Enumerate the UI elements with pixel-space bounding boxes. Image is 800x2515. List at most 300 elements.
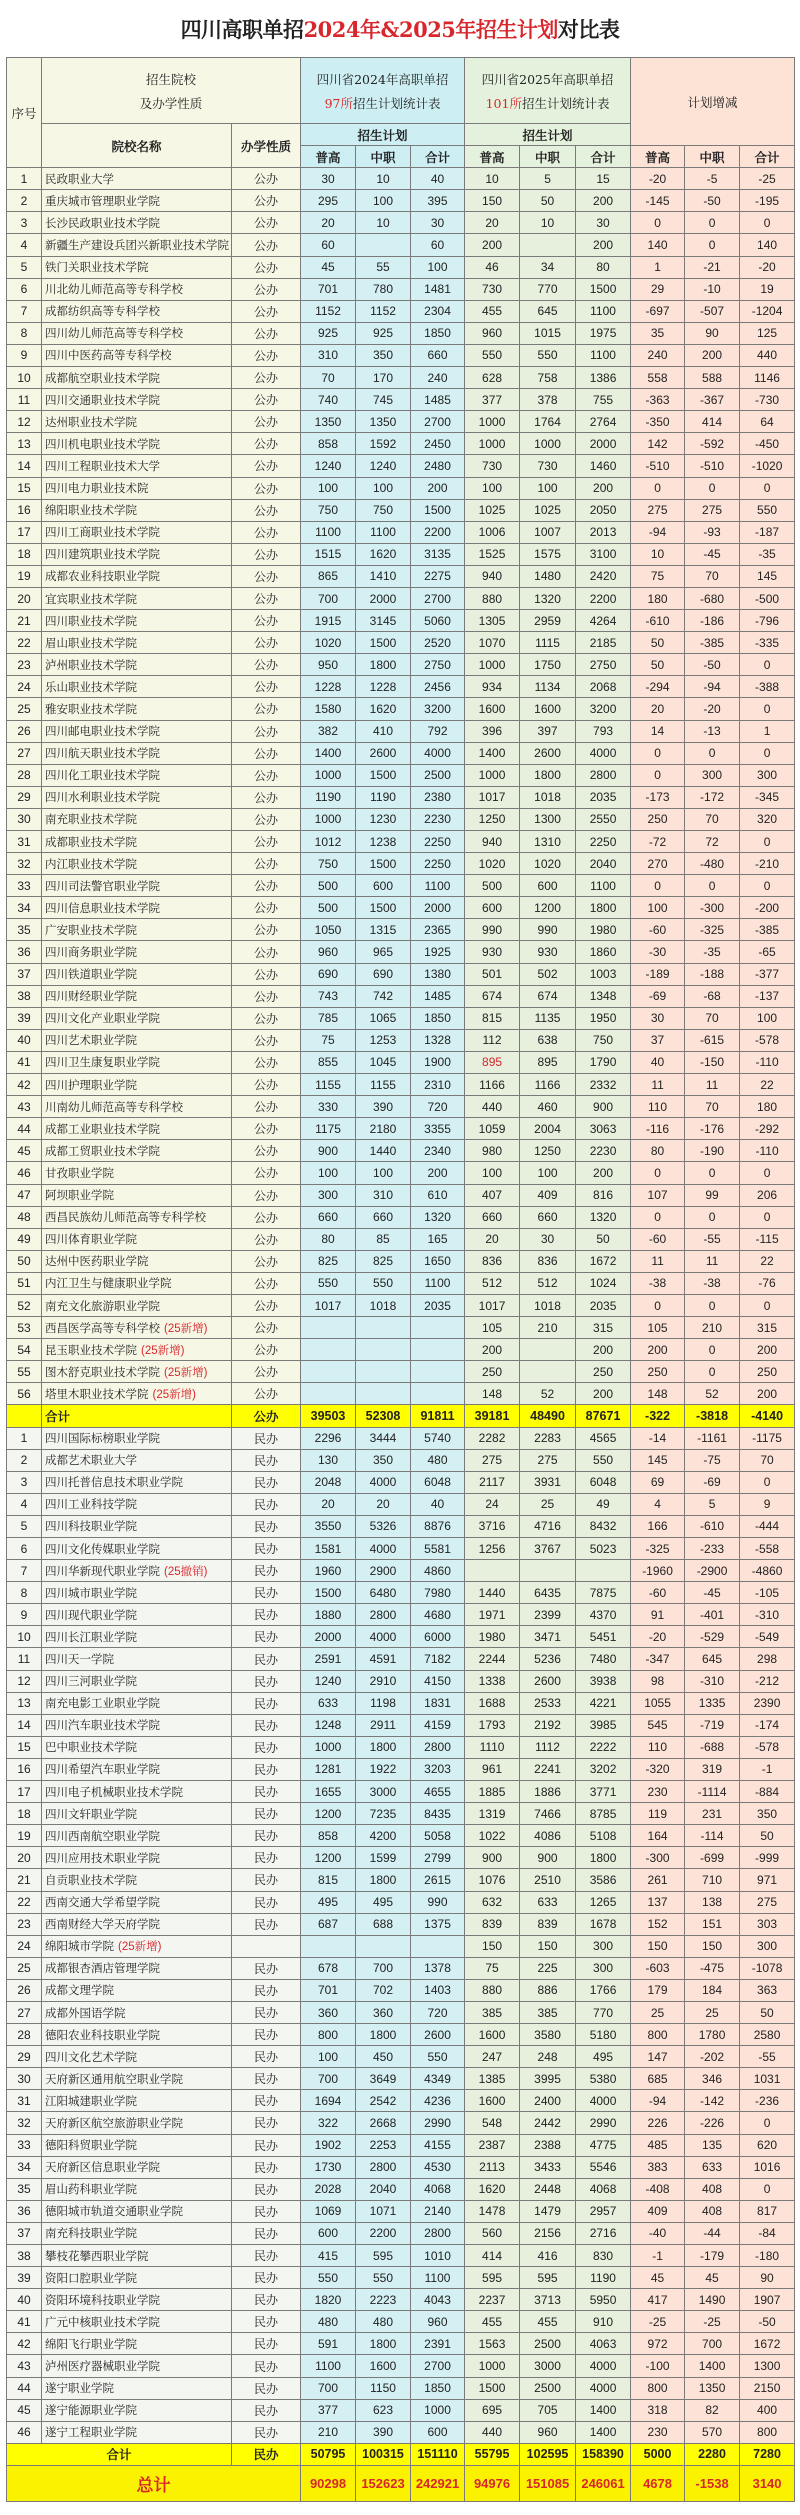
2025-general-value: 1000 xyxy=(465,2355,520,2377)
row-number: 2 xyxy=(7,190,42,212)
school-name-text: 四川电力职业技术院 xyxy=(45,483,149,496)
change-general-value: 0 xyxy=(631,1294,685,1316)
2024-general-value: 45 xyxy=(301,256,356,278)
school-name xyxy=(42,919,232,941)
change-general-value: -300 xyxy=(631,1847,685,1869)
2024-general-value: 925 xyxy=(301,322,356,344)
2025-general-value: 75 xyxy=(465,1957,520,1979)
change-vocational-value: 90 xyxy=(685,322,740,344)
2024-total-value: 4349 xyxy=(411,2068,465,2090)
2024-vocational-value: 6480 xyxy=(356,1582,411,1604)
2024-general-value: 2000 xyxy=(301,1626,356,1648)
school-name xyxy=(42,875,232,897)
row-number: 20 xyxy=(7,587,42,609)
2024-total-value: 2500 xyxy=(411,764,465,786)
school-name-text: 四川汽车职业技术学院 xyxy=(45,1720,160,1733)
school-name xyxy=(42,1228,232,1250)
school-name-text: 雅安职业技术学院 xyxy=(45,703,137,716)
2024-vocational-value: 600 xyxy=(356,875,411,897)
2025-general-value: 660 xyxy=(465,1206,520,1228)
private-school-row xyxy=(7,1803,795,1825)
school-type: 民办 xyxy=(232,2046,301,2068)
public-school-row xyxy=(7,1096,795,1118)
public-school-row xyxy=(7,212,795,234)
2025-total-value: 1766 xyxy=(576,1979,631,2001)
school-status-note: (25新增) xyxy=(164,1366,208,1379)
change-vocational-value: -510 xyxy=(685,455,740,477)
2025-general-value: 1020 xyxy=(465,853,520,875)
change-vocational-value: 710 xyxy=(685,1869,740,1891)
change-vocational-value: -176 xyxy=(685,1118,740,1140)
2025-total-value: 3202 xyxy=(576,1758,631,1780)
change-total-value: -50 xyxy=(740,2311,795,2333)
private-school-row xyxy=(7,1891,795,1913)
change-total-value: -25 xyxy=(740,168,795,190)
2024-general-value: 690 xyxy=(301,963,356,985)
2024-vocational-value: 1100 xyxy=(356,521,411,543)
change-vocational-value: -38 xyxy=(685,1272,740,1294)
2025-vocational-value: 2500 xyxy=(520,2377,576,2399)
row-number: 32 xyxy=(7,2112,42,2134)
school-name xyxy=(42,1361,232,1383)
school-type: 公办 xyxy=(232,587,301,609)
public-school-row xyxy=(7,1184,795,1206)
2024-total-value: 1500 xyxy=(411,499,465,521)
school-name xyxy=(42,234,232,256)
school-type: 公办 xyxy=(232,1405,301,1427)
2024-vocational-value: 623 xyxy=(356,2399,411,2421)
2025-general-value: 930 xyxy=(465,941,520,963)
school-type: 公办 xyxy=(232,367,301,389)
public-school-row xyxy=(7,1029,795,1051)
2025-vocational-value: 595 xyxy=(520,2267,576,2289)
change-vocational-value: -680 xyxy=(685,587,740,609)
row-number: 11 xyxy=(7,389,42,411)
2025-total-value: 816 xyxy=(576,1184,631,1206)
header-change-general: 普高 xyxy=(631,146,685,168)
2024-general-grand-total: 90298 xyxy=(301,2465,356,2501)
school-type: 公办 xyxy=(232,499,301,521)
school-name xyxy=(42,1781,232,1803)
change-total-value: 1300 xyxy=(740,2355,795,2377)
change-total-value: 0 xyxy=(740,698,795,720)
school-type: 民办 xyxy=(232,1538,301,1560)
school-name xyxy=(42,1493,232,1515)
school-type: 民办 xyxy=(232,2267,301,2289)
school-type: 民办 xyxy=(232,2134,301,2156)
2025-total-value: 1500 xyxy=(576,278,631,300)
2025-general-value: 1059 xyxy=(465,1118,520,1140)
2024-vocational-value: 688 xyxy=(356,1913,411,1935)
school-type: 民办 xyxy=(232,2156,301,2178)
2025-general-value: 960 xyxy=(465,322,520,344)
2025-vocational-grand-total: 151085 xyxy=(520,2465,576,2501)
change-total-value: -105 xyxy=(740,1582,795,1604)
change-total-value: -1175 xyxy=(740,1427,795,1449)
2024-vocational-value: 310 xyxy=(356,1184,411,1206)
row-number: 31 xyxy=(7,2090,42,2112)
change-vocational-value: -93 xyxy=(685,521,740,543)
2024-vocational-value: 4200 xyxy=(356,1825,411,1847)
change-general-value: 250 xyxy=(631,808,685,830)
2024-total-value: 1850 xyxy=(411,1007,465,1029)
school-type: 民办 xyxy=(232,1758,301,1780)
2025-total-value: 250 xyxy=(576,1361,631,1383)
2024-vocational-value: 1198 xyxy=(356,1692,411,1714)
2024-vocational-value: 2800 xyxy=(356,2156,411,2178)
2025-vocational-value: 3995 xyxy=(520,2068,576,2090)
2024-vocational-value: 1065 xyxy=(356,1007,411,1029)
header-seq: 序号 xyxy=(7,58,42,168)
change-general-value: 14 xyxy=(631,720,685,742)
row-number: 45 xyxy=(7,2399,42,2421)
change-total-value: 125 xyxy=(740,322,795,344)
school-name-text: 四川工程职业技术大学 xyxy=(45,460,160,473)
2025-general-value: 2387 xyxy=(465,2134,520,2156)
school-name-text: 四川司法警官职业学院 xyxy=(45,880,160,893)
total-label: 合计 xyxy=(7,2443,232,2465)
public-school-row xyxy=(7,543,795,565)
2024-general-value: 1281 xyxy=(301,1758,356,1780)
school-name xyxy=(42,455,232,477)
public-school-row xyxy=(7,1074,795,1096)
2025-vocational-value: 633 xyxy=(520,1891,576,1913)
row-number: 21 xyxy=(7,1869,42,1891)
school-name xyxy=(42,1294,232,1316)
2025-general-value: 501 xyxy=(465,963,520,985)
2025-vocational-value: 1750 xyxy=(520,654,576,676)
2024-vocational-value: 350 xyxy=(356,1449,411,1471)
change-general-value: 4 xyxy=(631,1493,685,1515)
2025-vocational-value: 100 xyxy=(520,477,576,499)
2024-total-value: 1900 xyxy=(411,1051,465,1073)
2025-vocational-value: 10 xyxy=(520,212,576,234)
2024-total-value: 2310 xyxy=(411,1074,465,1096)
2025-general-value: 839 xyxy=(465,1913,520,1935)
2025-general-value: 112 xyxy=(465,1029,520,1051)
2025-general-value: 1980 xyxy=(465,1626,520,1648)
row-number: 50 xyxy=(7,1250,42,1272)
2025-total-value: 1790 xyxy=(576,1051,631,1073)
school-type: 公办 xyxy=(232,344,301,366)
school-name xyxy=(42,1029,232,1051)
change-general-value: -145 xyxy=(631,190,685,212)
2024-vocational-value: 1315 xyxy=(356,919,411,941)
2024-general-value: 660 xyxy=(301,1206,356,1228)
change-total-value: -500 xyxy=(740,587,795,609)
2024-general-value: 1228 xyxy=(301,676,356,698)
public-school-row xyxy=(7,499,795,521)
2024-general-value: 2591 xyxy=(301,1648,356,1670)
change-vocational-value: -69 xyxy=(685,1471,740,1493)
private-school-row xyxy=(7,1427,795,1449)
school-type: 民办 xyxy=(232,2200,301,2222)
change-vocational-value: -45 xyxy=(685,543,740,565)
row-number: 43 xyxy=(7,1096,42,1118)
public-school-row xyxy=(7,897,795,919)
change-vocational-value: -186 xyxy=(685,610,740,632)
2025-total-value: 550 xyxy=(576,1449,631,1471)
2025-general-value: 1793 xyxy=(465,1714,520,1736)
2024-vocational-value: 2253 xyxy=(356,2134,411,2156)
public-school-row xyxy=(7,808,795,830)
2024-vocational-value: 1440 xyxy=(356,1140,411,1162)
2025-vocational-value: 2448 xyxy=(520,2178,576,2200)
school-type: 公办 xyxy=(232,477,301,499)
school-name-text: 四川希望汽车职业学院 xyxy=(45,1764,160,1777)
header-change-vocational: 中职 xyxy=(685,146,740,168)
2025-vocational-value: 1135 xyxy=(520,1007,576,1029)
2025-vocational-value: 1134 xyxy=(520,676,576,698)
school-name xyxy=(42,389,232,411)
change-total-value: 0 xyxy=(740,875,795,897)
school-name xyxy=(42,344,232,366)
change-total-value: -444 xyxy=(740,1515,795,1537)
school-name xyxy=(42,1317,232,1339)
private-school-row xyxy=(7,2024,795,2046)
change-general-value: 30 xyxy=(631,1007,685,1029)
2024-total-value: 5060 xyxy=(411,610,465,632)
row-number: 54 xyxy=(7,1339,42,1361)
school-type: 公办 xyxy=(232,389,301,411)
row-number: 1 xyxy=(7,1427,42,1449)
change-vocational-value: -5 xyxy=(685,168,740,190)
public-school-row xyxy=(7,720,795,742)
change-total-value: -200 xyxy=(740,897,795,919)
change-vocational-value: 231 xyxy=(685,1803,740,1825)
2024-total-value: 2230 xyxy=(411,808,465,830)
2024-vocational-value: 1228 xyxy=(356,676,411,698)
school-name xyxy=(42,1825,232,1847)
row-number: 27 xyxy=(7,742,42,764)
change-vocational-value: -50 xyxy=(685,190,740,212)
school-status-note: (25新增) xyxy=(118,1941,162,1954)
change-total-value: 0 xyxy=(740,2178,795,2200)
2024-total-value: 5581 xyxy=(411,1538,465,1560)
2025-vocational-value: 512 xyxy=(520,1272,576,1294)
2024-general-value: 75 xyxy=(301,1029,356,1051)
row-number: 24 xyxy=(7,676,42,698)
2025-general-value: 455 xyxy=(465,2311,520,2333)
school-name xyxy=(42,1250,232,1272)
2024-general-value: 1581 xyxy=(301,1538,356,1560)
2025-total-value: 2550 xyxy=(576,808,631,830)
2024-vocational-value: 550 xyxy=(356,1272,411,1294)
change-general-total: 5000 xyxy=(631,2443,685,2465)
school-name-text: 遂宁能源职业学院 xyxy=(45,2405,137,2418)
2024-total-value: 6048 xyxy=(411,1471,465,1493)
2025-vocational-value: 960 xyxy=(520,2421,576,2443)
school-name-text: 德阳农业科技职业学院 xyxy=(45,2029,160,2042)
public-school-row xyxy=(7,1118,795,1140)
school-name xyxy=(42,1758,232,1780)
change-vocational-value: 346 xyxy=(685,2068,740,2090)
2024-general-value: 1694 xyxy=(301,2090,356,2112)
2025-total-value: 1975 xyxy=(576,322,631,344)
2024-vocational-value: 2668 xyxy=(356,2112,411,2134)
2024-total-value: 5058 xyxy=(411,1825,465,1847)
header-2025-line2 xyxy=(465,94,630,112)
2025-vocational-value: 600 xyxy=(520,875,576,897)
2025-total-value: 15 xyxy=(576,168,631,190)
change-vocational-value: 275 xyxy=(685,499,740,521)
2024-general-value: 865 xyxy=(301,565,356,587)
change-total-value: -4860 xyxy=(740,1560,795,1582)
change-total-value: -212 xyxy=(740,1670,795,1692)
school-name xyxy=(42,1074,232,1096)
2025-general-value: 396 xyxy=(465,720,520,742)
2024-vocational-value: 85 xyxy=(356,1228,411,1250)
2025-total-value: 2420 xyxy=(576,565,631,587)
2025-vocational-value: 1000 xyxy=(520,433,576,455)
school-name-text: 遂宁职业学院 xyxy=(45,2383,114,2396)
2025-total-value: 2957 xyxy=(576,2200,631,2222)
school-name-text: 四川应用技术职业学院 xyxy=(45,1852,160,1865)
2025-general-value: 2244 xyxy=(465,1648,520,1670)
2024-vocational-value: 390 xyxy=(356,2421,411,2443)
2024-vocational-value: 1071 xyxy=(356,2200,411,2222)
2025-total-value: 3100 xyxy=(576,543,631,565)
school-name-text: 绵阳城市学院 xyxy=(45,1941,114,1954)
2025-vocational-value: 2156 xyxy=(520,2222,576,2244)
2024-general-value xyxy=(301,1339,356,1361)
2024-total-value: 1485 xyxy=(411,389,465,411)
2024-total-value: 660 xyxy=(411,344,465,366)
2025-vocational-value: 900 xyxy=(520,1847,576,1869)
2025-general-value: 150 xyxy=(465,190,520,212)
change-total-value: 90 xyxy=(740,2267,795,2289)
2025-total-value: 200 xyxy=(576,234,631,256)
row-number: 17 xyxy=(7,521,42,543)
change-vocational-value: 5 xyxy=(685,1493,740,1515)
school-type: 公办 xyxy=(232,433,301,455)
2024-total-value: 3135 xyxy=(411,543,465,565)
2024-general-value: 600 xyxy=(301,2222,356,2244)
change-general-value: 409 xyxy=(631,2200,685,2222)
private-school-row xyxy=(7,2090,795,2112)
change-total-value: 303 xyxy=(740,1913,795,1935)
2024-total-value: 720 xyxy=(411,1096,465,1118)
change-general-value: -1 xyxy=(631,2245,685,2267)
2025-total-value: 3063 xyxy=(576,1118,631,1140)
2025-total-value: 1400 xyxy=(576,2399,631,2421)
2025-general-value: 1440 xyxy=(465,1582,520,1604)
row-number: 18 xyxy=(7,1803,42,1825)
header-2024-line1: 四川省2024年高职单招 xyxy=(316,71,449,87)
2025-total-total: 158390 xyxy=(576,2443,631,2465)
school-name-text: 攀枝花攀西职业学院 xyxy=(45,2250,149,2263)
2025-total-value: 4370 xyxy=(576,1604,631,1626)
2025-total-value: 4000 xyxy=(576,2090,631,2112)
row-number: 52 xyxy=(7,1294,42,1316)
change-vocational-value: -188 xyxy=(685,963,740,985)
school-type: 公办 xyxy=(232,565,301,587)
change-total-value: 100 xyxy=(740,1007,795,1029)
2024-general-value: 2048 xyxy=(301,1471,356,1493)
school-name-text: 四川航天职业技术学院 xyxy=(45,748,160,761)
row-number: 19 xyxy=(7,565,42,587)
change-total-value: 2580 xyxy=(740,2024,795,2046)
school-name-text: 西南财经大学天府学院 xyxy=(45,1919,160,1932)
school-name-text: 四川信息职业技术学院 xyxy=(45,902,160,915)
row-number: 30 xyxy=(7,808,42,830)
2025-total-value: 4775 xyxy=(576,2134,631,2156)
2025-general-value: 548 xyxy=(465,2112,520,2134)
school-name-text: 昆玉职业技术学院 xyxy=(45,1344,137,1357)
public-school-row xyxy=(7,455,795,477)
2024-total-value: 1380 xyxy=(411,963,465,985)
school-name xyxy=(42,1692,232,1714)
2024-total-value: 1925 xyxy=(411,941,465,963)
school-type: 公办 xyxy=(232,720,301,742)
2024-vocational-total: 52308 xyxy=(356,1405,411,1427)
change-vocational-value: -142 xyxy=(685,2090,740,2112)
school-name xyxy=(42,411,232,433)
change-general-value: 275 xyxy=(631,499,685,521)
change-general-value: 0 xyxy=(631,212,685,234)
2025-vocational-value: 52 xyxy=(520,1383,576,1405)
2024-vocational-value: 480 xyxy=(356,2311,411,2333)
school-name-text: 成都外国语学院 xyxy=(45,2007,126,2020)
school-type: 公办 xyxy=(232,963,301,985)
change-total-value: 0 xyxy=(740,742,795,764)
change-general-value: -510 xyxy=(631,455,685,477)
header-2024-plan: 招生计划 xyxy=(301,124,465,146)
public-school-row xyxy=(7,919,795,941)
header-2024 xyxy=(301,58,465,124)
2024-vocational-value: 690 xyxy=(356,963,411,985)
change-total-value: 70 xyxy=(740,1449,795,1471)
2025-total-value: 2200 xyxy=(576,587,631,609)
row-number: 55 xyxy=(7,1361,42,1383)
2024-total-value: 1375 xyxy=(411,1913,465,1935)
2025-vocational-value: 378 xyxy=(520,389,576,411)
change-general-value: 800 xyxy=(631,2377,685,2399)
row-number: 2 xyxy=(7,1449,42,1471)
2025-general-value: 275 xyxy=(465,1449,520,1471)
school-name-text: 四川机电职业技术学院 xyxy=(45,438,160,451)
2024-vocational-value: 550 xyxy=(356,2267,411,2289)
2024-total-value: 2450 xyxy=(411,433,465,455)
2025-total-value: 3985 xyxy=(576,1714,631,1736)
2024-total-value: 2365 xyxy=(411,919,465,941)
2024-total-value: 792 xyxy=(411,720,465,742)
school-name-text: 铁门关职业技术学院 xyxy=(45,262,149,275)
school-name-text: 四川交通职业技术学院 xyxy=(45,394,160,407)
2025-total-value: 5023 xyxy=(576,1538,631,1560)
change-total-value: 275 xyxy=(740,1891,795,1913)
private-school-row xyxy=(7,1471,795,1493)
school-name-text: 四川天一学院 xyxy=(45,1654,114,1667)
2025-general-value: 595 xyxy=(465,2267,520,2289)
school-type: 公办 xyxy=(232,764,301,786)
school-type: 公办 xyxy=(232,1294,301,1316)
2025-general-value: 377 xyxy=(465,389,520,411)
2024-general-total: 39503 xyxy=(301,1405,356,1427)
public-school-row xyxy=(7,764,795,786)
change-vocational-value: 0 xyxy=(685,1294,740,1316)
change-total-value: -335 xyxy=(740,632,795,654)
2025-total-grand-total: 246061 xyxy=(576,2465,631,2501)
change-vocational-value: -10 xyxy=(685,278,740,300)
2025-general-value: 1166 xyxy=(465,1074,520,1096)
2024-vocational-value: 2900 xyxy=(356,1560,411,1582)
2025-vocational-value: 3713 xyxy=(520,2289,576,2311)
school-name xyxy=(42,1582,232,1604)
2024-general-value: 950 xyxy=(301,654,356,676)
school-name-text: 四川工商职业技术学院 xyxy=(45,527,160,540)
school-name xyxy=(42,499,232,521)
